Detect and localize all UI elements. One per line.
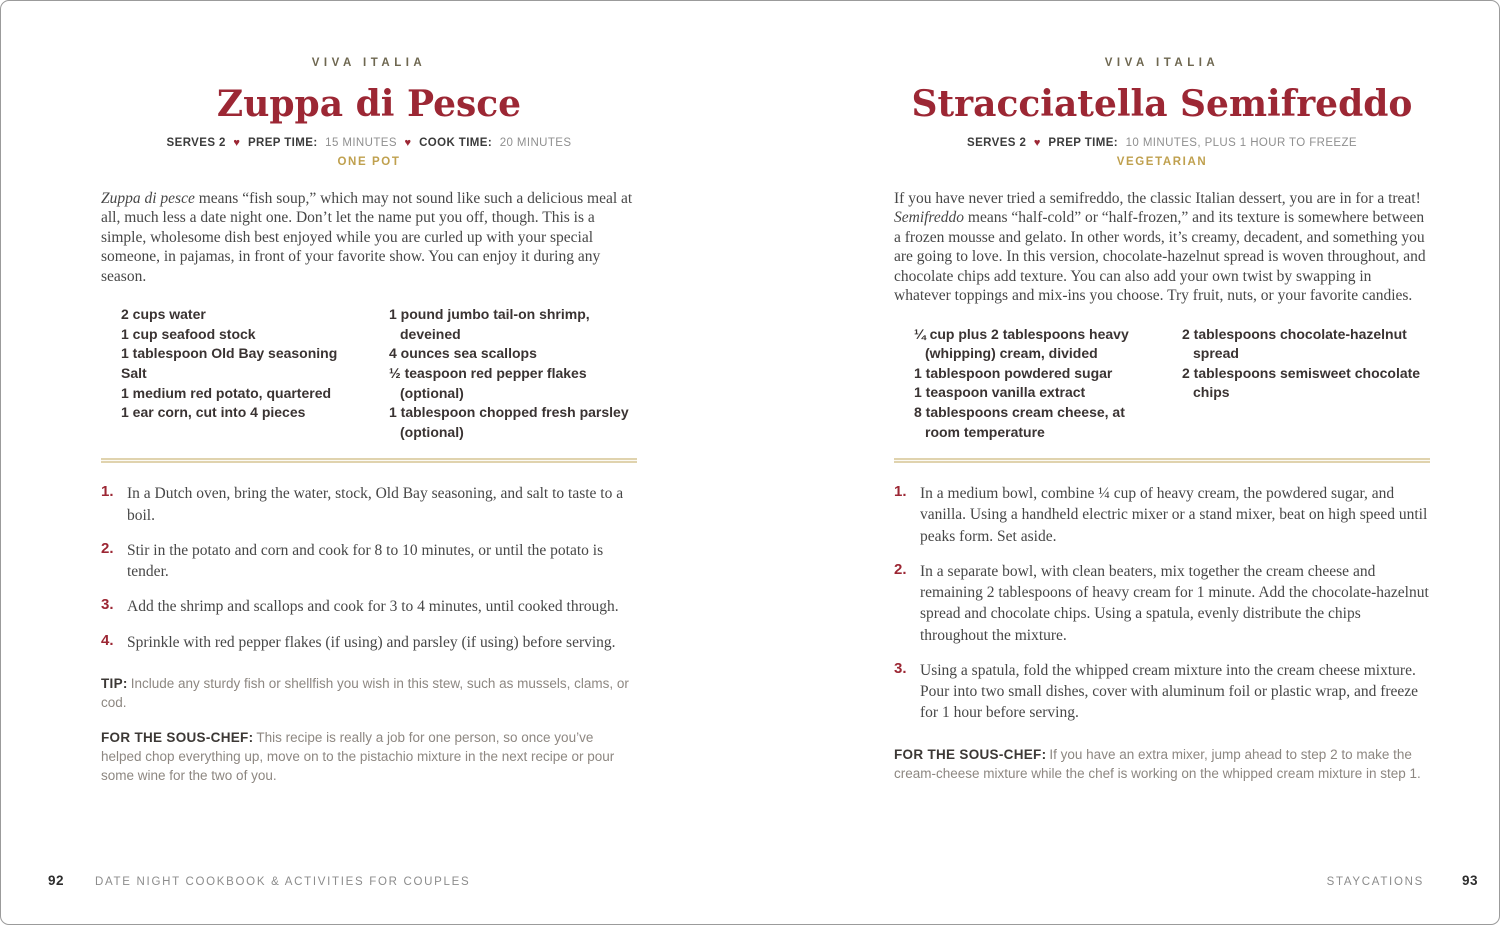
step-number: 1. bbox=[894, 483, 907, 501]
prep-time-label: PREP TIME: bbox=[1048, 136, 1119, 149]
cook-time-label: COOK TIME: bbox=[419, 136, 493, 149]
step-text: Using a spatula, fold the whipped cream mixture into the cream cheese mixture. Pour into two small dishes, cover with aluminum foil or plastic wrap, and freeze for 1 hour before serving. bbox=[920, 661, 1419, 722]
heart-icon: ♥ bbox=[1033, 136, 1041, 149]
ingredient-item: 2 tablespoons chocolate-hazelnut spread bbox=[1182, 325, 1407, 362]
page-number: 93 bbox=[1461, 873, 1478, 888]
sous-chef-text: This recipe is really a job for one person, so once you’ve helped chop everything up, move on to the pistachio mixture in the next recipe or pour some wine for the two of you. bbox=[101, 729, 615, 784]
ingredients-list bbox=[894, 325, 1430, 443]
ingredients-column-2 bbox=[389, 305, 637, 442]
sous-chef-label: FOR THE SOUS-CHEF: bbox=[894, 746, 1047, 762]
ingredients-column-1 bbox=[914, 325, 1156, 443]
step-item bbox=[894, 561, 1430, 646]
recipe-intro bbox=[894, 189, 1430, 306]
step-text: In a medium bowl, combine ¼ cup of heavy cream, the powdered sugar, and vanilla. Using a handheld electric mixer or a stand mixer, beat on high speed until peaks form. Set aside. bbox=[920, 485, 1428, 545]
step-item bbox=[894, 660, 1430, 724]
cook-time-value: 20 MINUTES bbox=[499, 136, 572, 149]
ingredient-item: 4 ounces sea scallops bbox=[389, 345, 537, 362]
ingredients-column-1 bbox=[121, 305, 363, 442]
ingredient-item: 2 tablespoons semisweet chocolate chips bbox=[1182, 364, 1421, 401]
step-number: 3. bbox=[101, 596, 114, 614]
step-number: 2. bbox=[894, 560, 907, 578]
page-footer bbox=[761, 873, 1500, 888]
intro-pre: If you have never tried a semifreddo, the classic Italian dessert, you are in for a treat! bbox=[894, 189, 1421, 207]
page-footer bbox=[1, 873, 761, 888]
prep-time-label: PREP TIME: bbox=[247, 136, 318, 149]
ingredients-list bbox=[101, 305, 637, 442]
ingredient-item: 1 ear corn, cut into 4 pieces bbox=[121, 404, 306, 421]
heart-icon: ♥ bbox=[404, 136, 412, 149]
page-right bbox=[761, 1, 1500, 924]
chapter-eyebrow: VIVA ITALIA bbox=[1104, 57, 1220, 69]
ingredient-item: 1 pound jumbo tail-on shrimp, deveined bbox=[389, 306, 590, 342]
recipe-tag: ONE POT bbox=[337, 155, 401, 168]
step-item bbox=[101, 483, 637, 525]
sous-chef-label: FOR THE SOUS-CHEF: bbox=[101, 729, 254, 745]
notes-section bbox=[101, 674, 637, 786]
step-item bbox=[101, 540, 637, 582]
intro-post: means “fish soup,” which may not sound like such a delicious meal at all, much less a date night one. Don’t let the name put you off, though. This is a simple, wholesome dish best enjoyed while you are curled up with your special someone, in pajamas, in front of your favorite show. You can enjoy it during any season. bbox=[101, 189, 633, 285]
ingredient-item: 8 tablespoons cream cheese, at room temperature bbox=[914, 404, 1125, 440]
tip-note bbox=[101, 674, 637, 713]
section-divider bbox=[894, 458, 1430, 463]
sous-chef-text: If you have an extra mixer, jump ahead to step 2 to make the cream-cheese mixture while the chef is working on the whipped cream mixture in step 1. bbox=[894, 746, 1421, 782]
recipe-meta bbox=[101, 137, 637, 149]
ingredient-item: 1 tablespoon chopped fresh parsley (optional) bbox=[389, 404, 629, 440]
sous-chef-note bbox=[894, 745, 1430, 784]
ingredient-item: 1 cup seafood stock bbox=[121, 325, 256, 342]
book-title-footer: DATE NIGHT COOKBOOK & ACTIVITIES FOR COUPLES bbox=[95, 876, 471, 888]
page-left bbox=[1, 1, 761, 924]
ingredient-item: ½ teaspoon red pepper flakes (optional) bbox=[389, 364, 587, 401]
step-item bbox=[101, 596, 637, 617]
prep-time-value: 10 MINUTES, PLUS 1 HOUR TO FREEZE bbox=[1125, 136, 1357, 149]
steps-list bbox=[101, 483, 637, 652]
ingredient-item: 1 medium red potato, quartered bbox=[121, 384, 332, 401]
notes-section bbox=[894, 745, 1430, 784]
step-item bbox=[101, 632, 637, 653]
step-text: Stir in the potato and corn and cook for 8 to 10 minutes, or until the potato is tender. bbox=[127, 541, 604, 581]
step-text: In a Dutch oven, bring the water, stock, Old Bay seasoning, and salt to taste to a boil. bbox=[127, 485, 624, 524]
step-number: 2. bbox=[101, 539, 114, 557]
prep-time-value: 15 MINUTES bbox=[325, 136, 397, 149]
heart-icon: ♥ bbox=[233, 136, 241, 149]
intro-post: means “half-cold” or “half-frozen,” and its texture is somewhere between a frozen mousse and gelato. In other words, it’s creamy, decadent, and something you are going to love. In this version, chocolate-hazelnut spread is woven throughout, and chocolate chips add texture. You can also add your own twist by swapping in whatever toppings and mix-ins you choose. Try fruit, nuts, or your favorite candies. bbox=[894, 209, 1426, 305]
serves-label: SERVES 2 bbox=[166, 136, 226, 149]
step-item bbox=[894, 483, 1430, 547]
step-number: 3. bbox=[894, 659, 907, 677]
chapter-footer: STAYCATIONS bbox=[1326, 876, 1424, 888]
recipe-title: Zuppa di Pesce bbox=[216, 83, 522, 125]
serves-label: SERVES 2 bbox=[967, 136, 1027, 149]
ingredients-column-2 bbox=[1182, 325, 1430, 443]
step-text: Sprinkle with red pepper flakes (if using) and parsley (if using) before serving. bbox=[127, 633, 616, 651]
intro-italic: Zuppa di pesce bbox=[101, 189, 195, 207]
ingredient-item: 1 tablespoon powdered sugar bbox=[914, 364, 1113, 381]
sous-chef-note bbox=[101, 728, 637, 786]
step-number: 4. bbox=[101, 631, 114, 649]
recipe-intro bbox=[101, 189, 637, 287]
tip-label: TIP: bbox=[101, 675, 128, 691]
step-number: 1. bbox=[101, 483, 114, 501]
recipe-title: Stracciatella Semifreddo bbox=[911, 83, 1413, 125]
recipe-tag: VEGETARIAN bbox=[1116, 155, 1208, 168]
ingredient-item: 1 tablespoon Old Bay seasoning bbox=[121, 345, 338, 362]
ingredient-item: ¼ cup plus 2 tablespoons heavy (whipping) cream, divided bbox=[914, 325, 1129, 362]
step-text: Add the shrimp and scallops and cook for 3 to 4 minutes, until cooked through. bbox=[127, 598, 619, 616]
ingredient-item: 2 cups water bbox=[121, 306, 206, 323]
page-number: 92 bbox=[48, 873, 65, 888]
steps-list bbox=[894, 483, 1430, 723]
intro-italic: Semifreddo bbox=[894, 209, 965, 227]
step-text: In a separate bowl, with clean beaters, mix together the cream cheese and remaining 2 tablespoons of heavy cream for 1 minute. Add the chocolate-hazelnut spread and chocolate chips. Using a spatula, evenly distribute the chips throughout the mixture. bbox=[920, 562, 1429, 644]
ingredient-item: 1 teaspoon vanilla extract bbox=[914, 384, 1086, 401]
chapter-eyebrow: VIVA ITALIA bbox=[311, 57, 427, 69]
recipe-meta bbox=[894, 137, 1430, 149]
ingredient-item: Salt bbox=[121, 364, 147, 381]
tip-text: Include any sturdy fish or shellfish you wish in this stew, such as mussels, clams, or cod. bbox=[101, 675, 629, 711]
section-divider bbox=[101, 458, 637, 463]
